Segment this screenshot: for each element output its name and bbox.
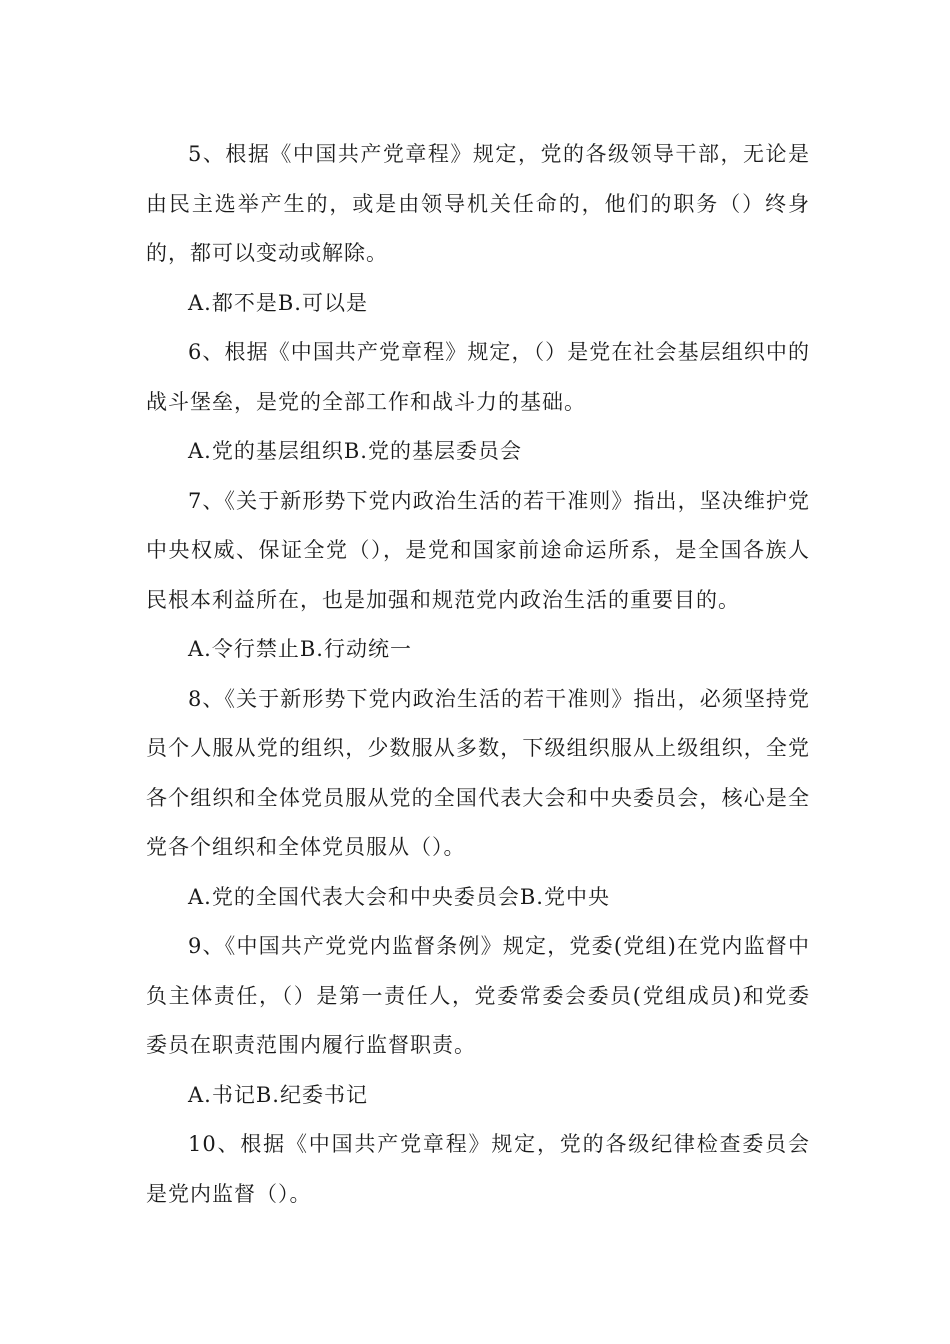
question-8-options: A.党的全国代表大会和中央委员会B.党中央: [188, 884, 610, 909]
question-5-text: 5、根据《中国共产党章程》规定，党的各级领导干部，无论是由民主选举产生的，或是由领导机关任命的，他们的职务（）终身的，都可以变动或解除。: [146, 142, 810, 265]
question-7-options: A.令行禁止B.行动统一: [188, 637, 412, 661]
question-7-text: 7、《关于新形势下党内政治生活的若干准则》指出，坚决维护党中央权威、保证全党（），是党和国家前途命运所系，是全国各族人民根本利益所在，也是加强和规范党内政治生活的重要目的。: [146, 488, 810, 612]
question-9-text: 9、《中国共产党党内监督条例》规定，党委(党组)在党内监督中负主体责任，（）是第一责任人，党委常委会委员(党组成员)和党委委员在职责范围内履行监督职责。: [146, 934, 810, 1057]
question-6-text: 6、根据《中国共产党章程》规定，（）是党在社会基层组织中的战斗堡垒，是党的全部工作和战斗力的基础。: [146, 340, 810, 414]
question-6-options: A.党的基层组织B.党的基层委员会: [188, 439, 522, 463]
question-8-text: 8、《关于新形势下党内政治生活的若干准则》指出，必须坚持党员个人服从党的组织，少数服从多数，下级组织服从上级组织，全党各个组织和全体党员服从党的全国代表大会和中央委员会，核心是全党各个组织和全体党员服从（）。: [146, 686, 810, 859]
question-9-options: A.书记B.纪委书记: [188, 1082, 368, 1107]
document-body: [146, 130, 810, 1219]
question-5-options: A.都不是B.可以是: [188, 290, 368, 315]
question-10-text: 10、根据《中国共产党章程》规定，党的各级纪律检查委员会是党内监督（）。: [146, 1132, 810, 1206]
